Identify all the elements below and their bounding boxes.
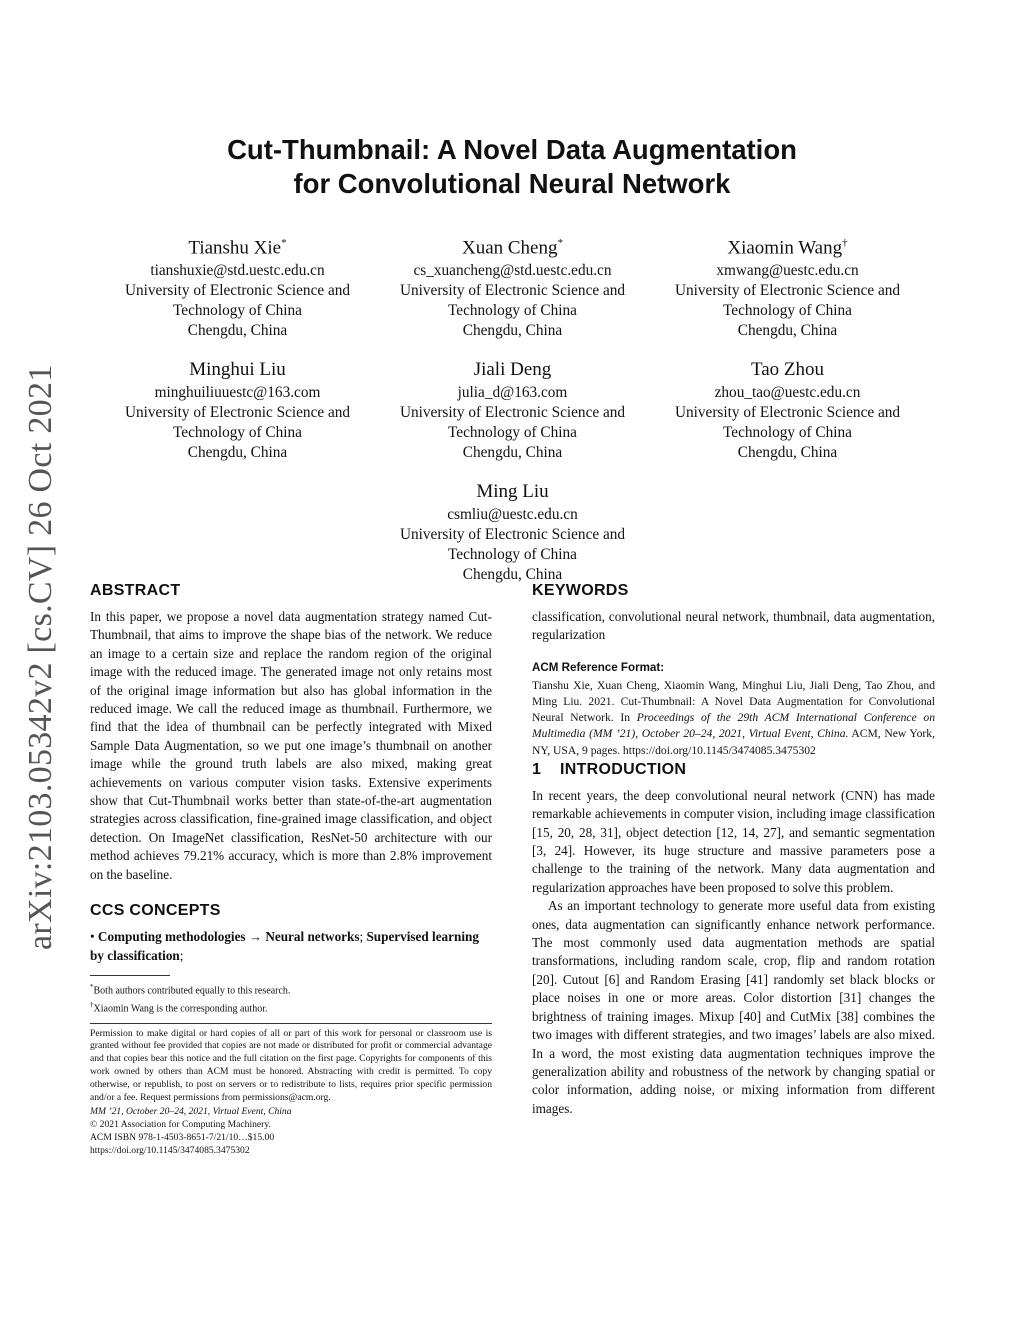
intro-paragraph-2: As an important technology to generate more useful data from existing ones, data augmentation can significantly enhance network performance. The most commonly used data augmentation methods are spatial transformations, including random scale, crop, flip and random rotation [20]. Cutout [6] and Random Erasing [41] randomly set black blocks or place noises in one or more areas. Color distortion [31] changes the brightness of training images. Mixup [40] and CutMix [38] combines the two images with different strategies, and two images’ labels are also mixed. In a word, the most existing data augmentation techniques improve the generalization ability and robustness of the network by changing spatial or color information, adding noise, or mixing information from different images. xyxy=(532,898,935,1116)
footnote-1 xyxy=(90,980,492,998)
author-email: julia_d@163.com xyxy=(457,384,568,402)
ccs-separator: ; xyxy=(359,929,364,945)
ccs-heading: CCS CONCEPTS xyxy=(90,902,221,920)
author-email: tianshuxie@std.uestc.edu.cn xyxy=(150,262,325,280)
author-location: Chengdu, China xyxy=(462,322,563,340)
author-name: Jiali Deng xyxy=(473,359,552,381)
author-email: minghuiliuuestc@163.com xyxy=(154,384,321,402)
author-location: Chengdu, China xyxy=(737,444,838,462)
footnote-2 xyxy=(90,998,492,1016)
author-location: Chengdu, China xyxy=(737,322,838,340)
acm-reference-venue: Proceedings of the 29th ACM International Conference on Multimedia (MM ’21), October 20–24, 2021, Virtual Event, China. xyxy=(532,711,935,741)
author-location: Chengdu, China xyxy=(187,322,288,340)
keywords-text: classification, convolutional neural network, thumbnail, data augmentation, regularization xyxy=(532,609,935,643)
author-affiliation-2: Technology of China xyxy=(173,302,302,320)
author-name: Xiaomin Wang xyxy=(727,237,843,259)
author-row-2 xyxy=(100,357,925,463)
footnote-rule xyxy=(90,975,170,976)
author-location: Chengdu, China xyxy=(462,444,563,462)
author-affiliation: University of Electronic Science and xyxy=(399,404,626,422)
doi-link[interactable]: https://doi.org/10.1145/3474085.3475302 xyxy=(90,1144,250,1156)
footnote-1-mark: * xyxy=(90,982,94,991)
author-name: Ming Liu xyxy=(476,481,549,503)
author-affiliation-2: Technology of China xyxy=(723,424,852,442)
ccs-concepts xyxy=(90,928,492,965)
author-email: csmliu@uestc.edu.cn xyxy=(447,506,578,524)
acm-reference-post: ACM, New York, NY, USA, 9 pages. https://doi.org/10.1145/3474085.3475302 xyxy=(532,727,935,757)
author-location: Chengdu, China xyxy=(462,566,563,584)
ccs-end: ; xyxy=(179,947,184,963)
author-affiliation: University of Electronic Science and xyxy=(124,404,351,422)
author-name: Minghui Liu xyxy=(189,359,286,381)
author-affiliation-2: Technology of China xyxy=(173,424,302,442)
permission-notice: Permission to make digital or hard copies of all or part of this work for personal or classroom use is granted without fee provided that copies are not made or distributed for profit or commercial advantage and that copies bear this notice and the full citation on the first page. Copyrights for components of this work owned by others than ACM must be honored. Abstracting with credit is permitted. To copy otherwise, or republish, to post on servers or to redistribute to lists, requires prior specific permission and/or a fee. Request permissions from permissions@acm.org. xyxy=(90,1027,492,1103)
acm-reference-pre: Tianshu Xie, Xuan Cheng, Xiaomin Wang, Minghui Liu, Jiali Deng, Tao Zhou, and Ming Liu. 2021. Cut-Thumbnail: A Novel Data Augmentation for Convolutional Neural Network. In xyxy=(532,678,935,725)
conference-line: MM ’21, October 20–24, 2021, Virtual Event, China xyxy=(90,1106,292,1118)
abstract-heading: ABSTRACT xyxy=(90,582,181,599)
author-affiliation: University of Electronic Science and xyxy=(399,282,626,300)
section-title: INTRODUCTION xyxy=(560,760,687,778)
author-row-1 xyxy=(100,230,925,341)
author-location: Chengdu, China xyxy=(187,444,288,462)
acm-reference-text xyxy=(532,678,935,759)
author-email: zhou_tao@uestc.edu.cn xyxy=(714,384,861,402)
author-affiliation-2: Technology of China xyxy=(448,302,577,320)
author-card xyxy=(100,230,375,341)
author-mark: * xyxy=(557,237,563,249)
title-line-1: Cut-Thumbnail: A Novel Data Augmentation xyxy=(227,134,797,165)
author-name: Xuan Cheng xyxy=(461,237,558,259)
author-affiliation-2: Technology of China xyxy=(723,302,852,320)
author-affiliation: University of Electronic Science and xyxy=(674,404,901,422)
ccs-arrow: → xyxy=(248,929,263,945)
permission-rule xyxy=(90,1023,492,1024)
author-affiliation-2: Technology of China xyxy=(448,546,577,564)
author-row-3 xyxy=(100,479,925,585)
author-mark: † xyxy=(842,237,848,249)
author-mark: * xyxy=(281,237,287,249)
ccs-concept-2: Neural networks xyxy=(265,929,360,945)
author-affiliation: University of Electronic Science and xyxy=(124,282,351,300)
paper-title xyxy=(120,133,904,201)
author-affiliation: University of Electronic Science and xyxy=(399,526,626,544)
copyright-line: © 2021 Association for Computing Machinery. xyxy=(90,1119,271,1131)
isbn-line: ACM ISBN 978-1-4503-8651-7/21/10…$15.00 xyxy=(90,1131,275,1143)
author-card xyxy=(650,230,925,341)
author-card xyxy=(375,479,650,585)
author-affiliation-2: Technology of China xyxy=(448,424,577,442)
title-line-2: for Convolutional Neural Network xyxy=(293,168,731,199)
author-name: Tianshu Xie xyxy=(188,237,282,259)
right-column xyxy=(532,580,935,1118)
introduction-heading xyxy=(532,759,935,781)
footnote-1-text: Both authors contributed equally to this research. xyxy=(93,985,291,997)
author-email: cs_xuancheng@std.uestc.edu.cn xyxy=(413,262,612,280)
author-affiliation: University of Electronic Science and xyxy=(674,282,901,300)
acm-reference-heading: ACM Reference Format: xyxy=(532,660,665,674)
author-name: Tao Zhou xyxy=(750,359,825,381)
ccs-concept-1: Computing methodologies xyxy=(97,929,246,945)
keywords-heading: KEYWORDS xyxy=(532,582,629,599)
author-card xyxy=(650,357,925,463)
abstract-text: In this paper, we propose a novel data augmentation strategy named Cut-Thumbnail, that aims to improve the shape bias of the network. We reduce an image to a certain size and replace the random region of the original image with the reduced image. The generated image not only retains most of the original image information but also has global information in the reduced image. We call the reduced image as thumbnail. Furthermore, we find that the idea of thumbnail can be perfectly integrated with Mixed Sample Data Augmentation, so we put one image’s thumbnail on another image while the ground truth labels are also mixed, making great achievements on various computer vision tasks. Extensive experiments show that Cut-Thumbnail works better than state-of-the-art augmentation strategies across classification, fine-grained image classification, and object detection. On ImageNet classification, ResNet-50 architecture with our method achieves 79.21% accuracy, which is more than 2.8% improvement on the baseline. xyxy=(90,609,492,882)
author-card xyxy=(375,357,650,463)
section-number: 1 xyxy=(532,760,542,778)
left-column xyxy=(90,580,492,1158)
footnote-2-text: Xiaomin Wang is the corresponding author. xyxy=(93,1003,268,1015)
author-card xyxy=(100,357,375,463)
author-email: xmwang@uestc.edu.cn xyxy=(716,262,859,280)
author-card xyxy=(375,230,650,341)
author-block xyxy=(100,230,925,601)
intro-paragraph-1: In recent years, the deep convolutional neural network (CNN) has made remarkable achievements in computer vision, including image classification [15, 20, 28, 31], object detection [12, 14, 27], and semantic segmentation [3, 24]. However, its huge structure and massive parameters pose a challenge to the training of the network. Many data augmentation and regularization approaches have been proposed to solve this problem. xyxy=(532,787,935,895)
footnote-2-mark: † xyxy=(90,1001,94,1010)
ccs-concept-3: Supervised learning by classification xyxy=(90,929,479,963)
ccs-bullet: • xyxy=(90,929,95,945)
arxiv-identifier: arXiv:2103.05342v2 [cs.CV] 26 Oct 2021 xyxy=(22,364,59,950)
